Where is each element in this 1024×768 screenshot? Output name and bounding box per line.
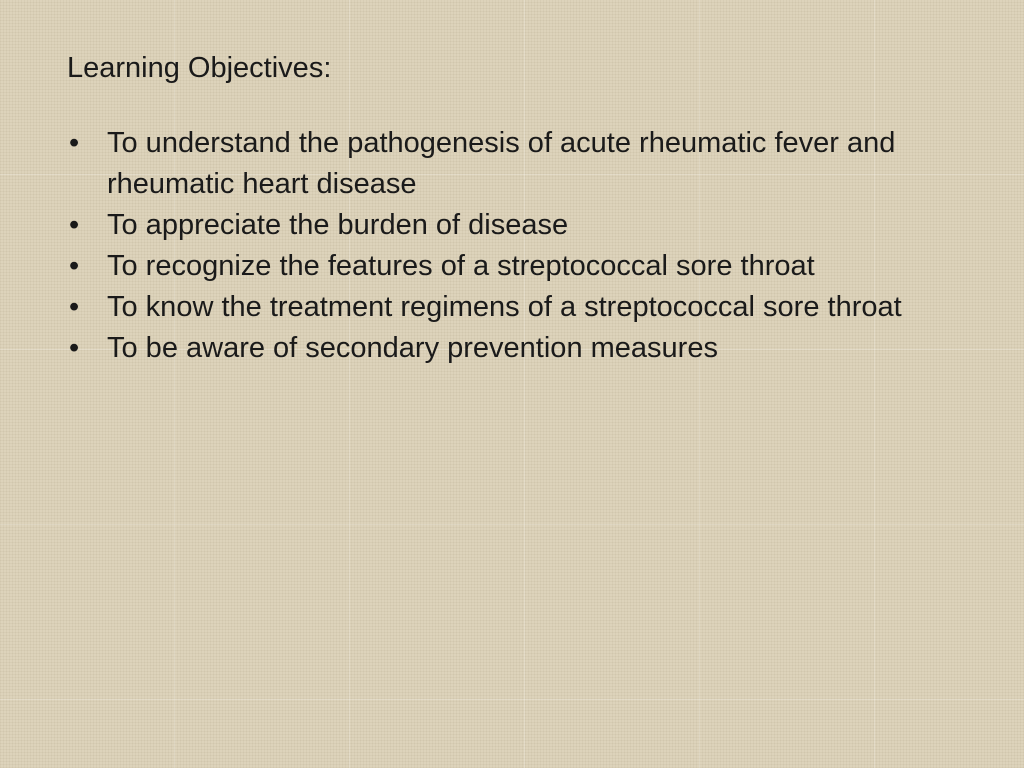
bullet-icon: • — [69, 250, 80, 282]
slide-heading: Learning Objectives: — [67, 52, 332, 84]
bullet-icon: • — [69, 209, 80, 241]
objective-text: To know the treatment regimens of a streptococcal sore throat — [107, 291, 902, 323]
list-item — [67, 287, 987, 328]
objective-text: To be aware of secondary prevention measures — [107, 332, 718, 364]
bullet-icon: • — [69, 291, 80, 323]
list-item — [67, 246, 987, 287]
objective-text: To appreciate the burden of disease — [107, 209, 569, 241]
objectives-list — [67, 123, 987, 369]
bullet-icon: • — [69, 332, 80, 364]
objective-text: To understand the pathogenesis of acute rheumatic fever and rheumatic heart disease — [107, 127, 896, 200]
list-item — [67, 328, 987, 369]
list-item — [67, 123, 987, 205]
bullet-icon: • — [69, 127, 80, 159]
list-item — [67, 205, 987, 246]
objective-text: To recognize the features of a streptococcal sore throat — [107, 250, 815, 282]
